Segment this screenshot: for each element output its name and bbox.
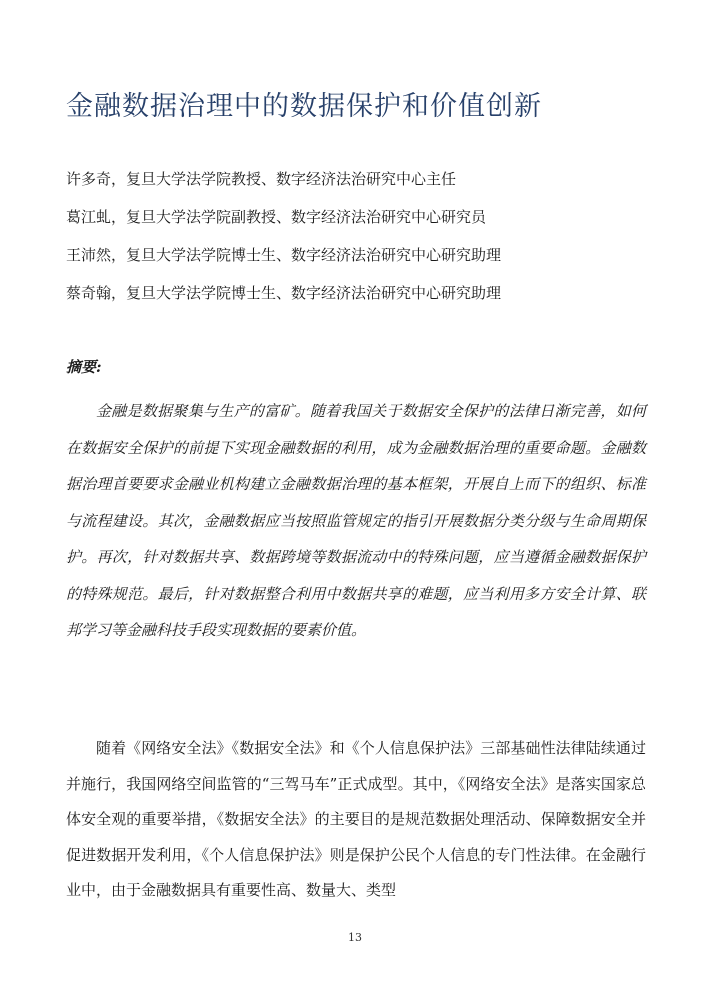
author-line: 蔡奇翰，复旦大学法学院博士生、数字经济法治研究中心研究助理 (66, 284, 502, 302)
author-line: 许多奇，复旦大学法学院教授、数字经济法治研究中心主任 (66, 170, 457, 188)
page-number: 13 (348, 931, 362, 944)
article-title: 金融数据治理中的数据保护和价值创新 (66, 91, 542, 122)
abstract-text: 金融是数据聚集与生产的富矿。随着我国关于数据安全保护的法律日渐完善，如何在数据安全保护的前提下实现金融数据的利用，成为金融数据治理的重要命题。金融数据治理首要要求金融业机构建立金融数据治理的基本框架，开展自上而下的组织、标准与流程建设。其次，金融数据应当按照监管规定的指引开展数据分类分级与生命周期保护。再次，针对数据共享、数据跨境等数据流动中的特殊问题，应当遵循金融数据保护的特殊规范。最后，针对数据整合利用中数据共享的难题，应当利用多方安全计算、联邦学习等金融科技手段实现数据的要素价值。 (66, 402, 646, 639)
author-line: 王沛然，复旦大学法学院博士生、数字经济法治研究中心研究助理 (66, 246, 502, 264)
author-line: 葛江虬，复旦大学法学院副教授、数字经济法治研究中心研究员 (66, 208, 487, 226)
body-paragraph: 随着《网络安全法》《数据安全法》和《个人信息保护法》三部基础性法律陆续通过并施行，我国网络空间监管的“三驾马车”正式成型。其中，《网络安全法》是落实国家总体安全观的重要举措，《数据安全法》的主要目的是规范数据处理活动、保障数据安全并促进数据开发利用，《个人信息保护法》则是保护公民个人信息的专门性法律。在金融行业中，由于金融数据具有重要性高、数量大、类型 (66, 739, 646, 899)
abstract-heading: 摘要: (66, 358, 102, 376)
author-list (66, 172, 656, 324)
